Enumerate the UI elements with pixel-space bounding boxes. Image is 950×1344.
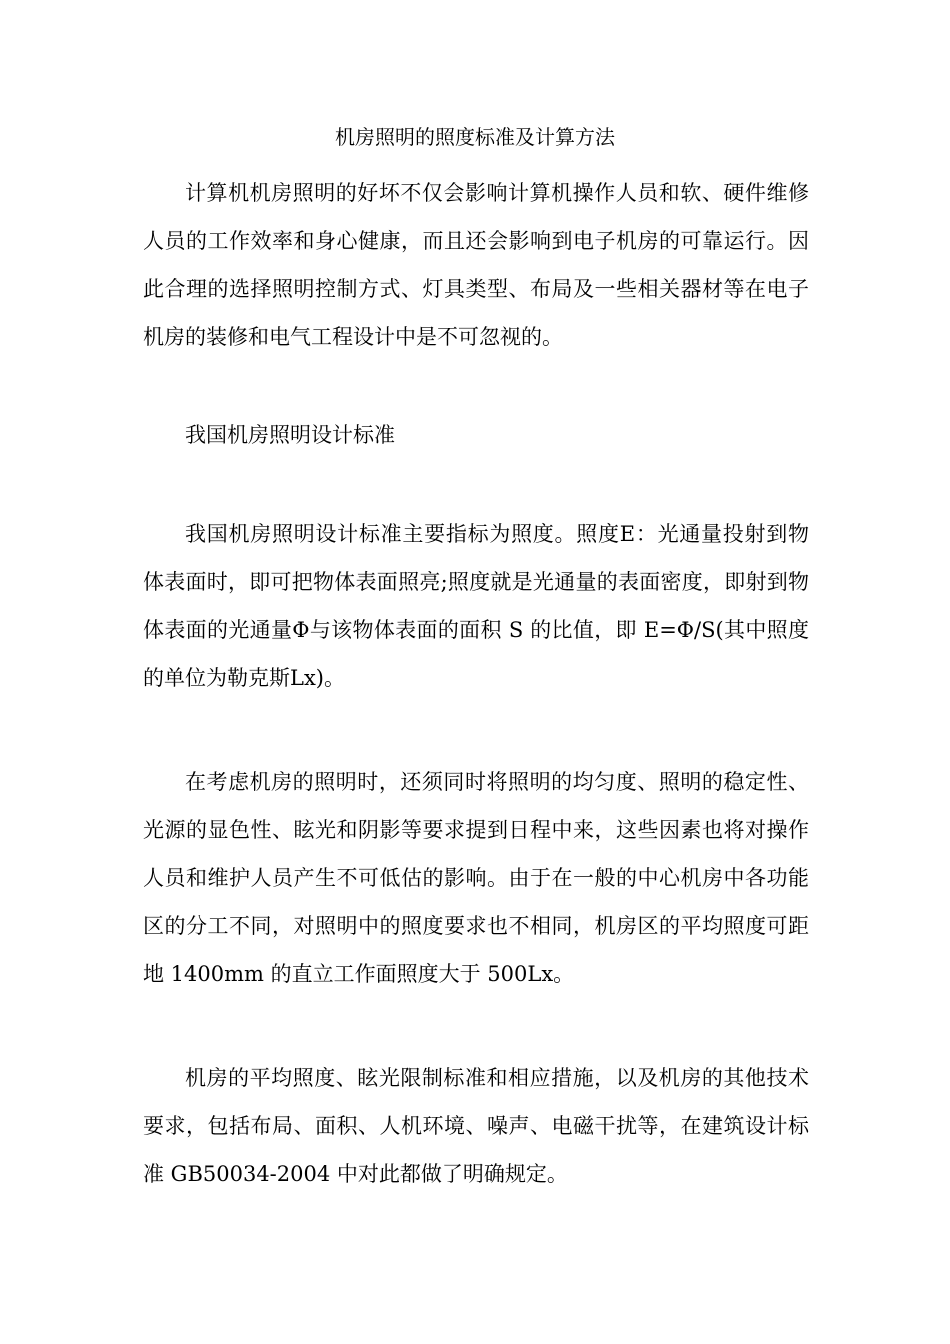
paragraph-lighting-considerations: 在考虑机房的照明时，还须同时将照明的均匀度、照明的稳定性、光源的显色性、眩光和阴影等要求提到日程中来，这些因素也将对操作人员和维护人员产生不可低估的影响。由于在一般的中心机房中各功能区的分工不同，对照明中的照度要求也不相同，机房区的平均照度可距地 1400mm 的直立工作面照度大于 500Lx。 [143,770,809,986]
paragraph-standard-reference: 机房的平均照度、眩光限制标准和相应措施，以及机房的其他技术要求，包括布局、面积、人机环境、噪声、电磁干扰等，在建筑设计标准 GB50034-2004 中对此都做了明确规定。 [143,1066,809,1186]
document-title: 机房照明的照度标准及计算方法 [335,125,615,149]
paragraph-illuminance-definition: 我国机房照明设计标准主要指标为照度。照度E：光通量投射到物体表面时，即可把物体表面照亮;照度就是光通量的表面密度，即射到物体表面的光通量Φ与该物体表面的面积 S 的比值，即 E=Φ/S(其中照度的单位为勒克斯Lx)。 [143,522,809,690]
paragraph-intro: 计算机机房照明的好坏不仅会影响计算机操作人员和软、硬件维修人员的工作效率和身心健康，而且还会影响到电子机房的可靠运行。因此合理的选择照明控制方式、灯具类型、布局及一些相关器材等在电子机房的装修和电气工程设计中是不可忽视的。 [143,181,809,349]
section-heading: 我国机房照明设计标准 [185,423,395,447]
